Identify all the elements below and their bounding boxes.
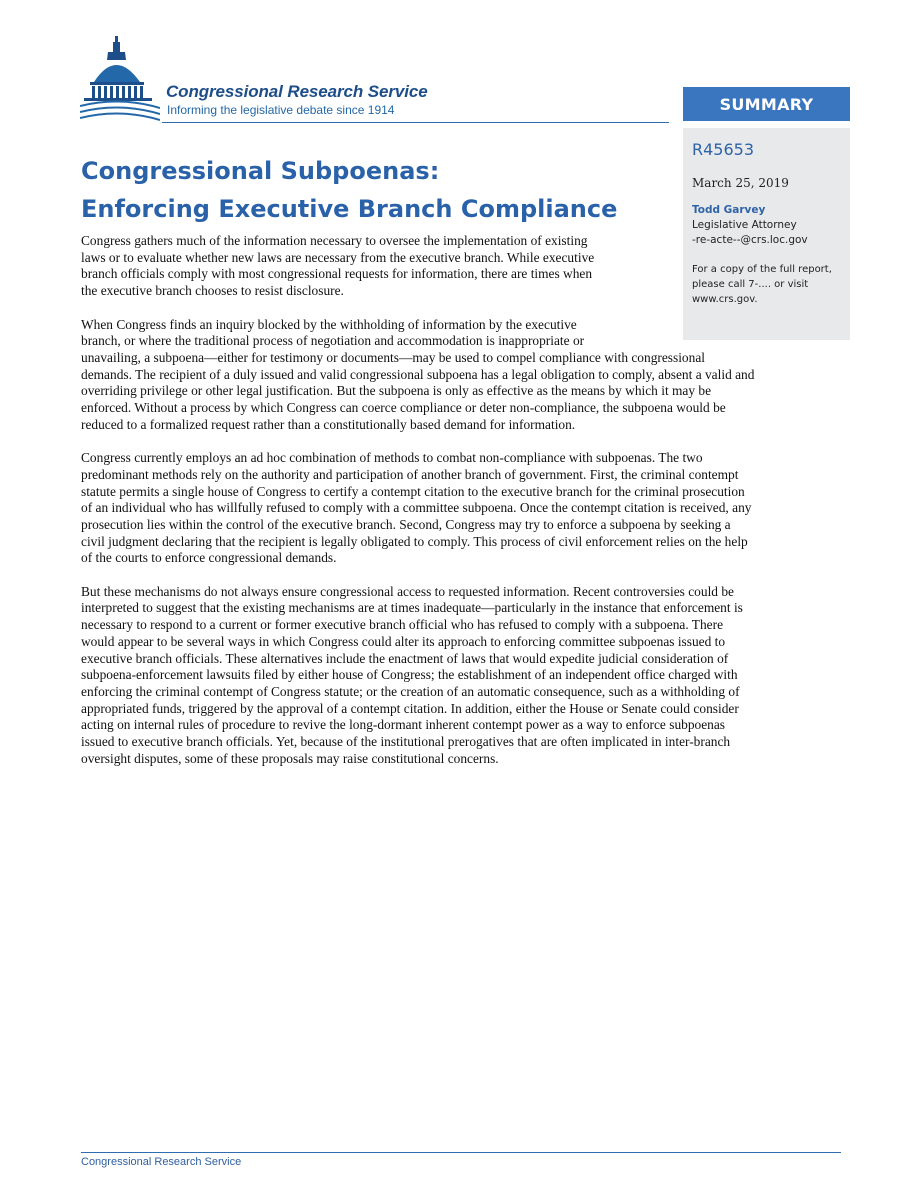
paragraph-line: issued to executive branch officials. Yet, because of the institutional prerogatives that are often implicated in inter-branch [81, 734, 731, 750]
footer-divider [81, 1152, 841, 1153]
paragraph-line: laws or to evaluate whether new laws are necessary from the executive branch. While executive [81, 249, 595, 265]
body-paragraph [81, 233, 754, 300]
summary-body [81, 233, 754, 784]
author-email[interactable]: -re-acte--@crs.loc.gov [692, 234, 808, 246]
paragraph-line: Congress currently employs an ad hoc combination of methods to combat non-compliance with subpoenas. The two [81, 450, 703, 466]
paragraph-line: of an individual who has willfully refused to comply with a committee subpoena. Once the contempt citation is received, any [81, 500, 752, 516]
summary-label: SUMMARY [683, 87, 850, 121]
paragraph-line: the executive branch chooses to resist disclosure. [81, 283, 344, 299]
body-paragraph [81, 317, 754, 434]
author-name: Todd Garvey [692, 204, 766, 216]
paragraph-line: interpreted to suggest that the existing mechanisms are at times inadequate—particularly in the instance that enforcement is [81, 600, 743, 616]
paragraph-line: branch officials comply with most congressional requests for information, there are times when [81, 266, 593, 282]
paragraph-line: predominant methods rely on the authority and participation of another branch of government. First, the criminal contempt [81, 466, 739, 482]
paragraph-line: unavailing, a subpoena—either for testimony or documents—may be used to compel compliance with congressional [81, 349, 705, 365]
paragraph-line: prosecution lies within the control of the executive branch. Second, Congress may try to enforce a subpoena by seeking a [81, 516, 731, 532]
paragraph-line: of the courts to enforce congressional demands. [81, 550, 337, 566]
report-date: March 25, 2019 [692, 176, 789, 190]
paragraph-line: civil judgment declaring that the recipient is legally obligated to comply. This process of civil enforcement relies on the help [81, 533, 748, 549]
paragraph-line: oversight disputes, some of these proposals may raise constitutional concerns. [81, 750, 499, 766]
paragraph-line: overriding privilege or other legal justification. But the subpoena is only as effective as the means by which it may be [81, 383, 712, 399]
paragraph-line: branch, or where the traditional process of negotiation and accommodation is inappropriate or [81, 333, 585, 349]
paragraph-line: subpoena-enforcement lawsuits filed by either house of Congress; the establishment of an independent office charged with [81, 667, 738, 683]
paragraph-line: Congress gathers much of the information necessary to oversee the implementation of existing [81, 233, 588, 248]
paragraph-line: appropriated funds, triggered by the approval of a contempt citation. In addition, either the House or Senate could consider [81, 700, 739, 716]
header-divider [162, 122, 669, 123]
paragraph-line: When Congress finds an inquiry blocked by the withholding of information by the executive [81, 316, 577, 332]
paragraph-line: But these mechanisms do not always ensure congressional access to requested information. Recent controversies could be [81, 583, 734, 599]
capitol-dome-icon [80, 36, 160, 122]
org-tagline: Informing the legislative debate since 1914 [167, 103, 395, 117]
paragraph-line: demands. The recipient of a duly issued and valid congressional subpoena has a legal obligation to comply, absent a valid and [81, 366, 755, 382]
paragraph-line: necessary to respond to a current or former executive branch official who has refused to comply with a subpoena. There [81, 617, 724, 633]
paragraph-line: enforcing the criminal contempt of Congress statute; or the creation of an automatic consequence, such as a withholding of [81, 683, 740, 699]
paragraph-line: acting on internal rules of procedure to revive the long-dormant inherent contempt power as a way to enforce subpoenas [81, 717, 726, 733]
body-paragraph [81, 450, 754, 567]
body-paragraph [81, 584, 754, 768]
paragraph-line: enforced. Without a process by which Congress can coerce compliance or deter non-compliance, the subpoena would be [81, 400, 726, 416]
org-name: Congressional Research Service [166, 82, 428, 101]
paragraph-line: reduced to a formalized request rather than a constitutionally based demand for information. [81, 416, 576, 432]
footer-org-name: Congressional Research Service [81, 1156, 242, 1168]
copy-note: For a copy of the full report, please call 7-.... or visit www.crs.gov. [692, 264, 832, 305]
crs-logo [80, 36, 480, 122]
report-title [81, 152, 617, 228]
author-title: Legislative Attorney [692, 219, 797, 231]
title-line: Congressional Subpoenas: [81, 157, 440, 185]
paragraph-line: statute permits a single house of Congress to certify a contempt citation to the executive branch for the criminal prosecution [81, 483, 745, 499]
report-number: R45653 [692, 140, 755, 159]
title-line: Enforcing Executive Branch Compliance [81, 195, 618, 223]
paragraph-line: would appear to be several ways in which Congress could alter its approach to enforcing committee subpoenas issued to [81, 633, 726, 649]
paragraph-line: executive branch officials. These alternatives include the enactment of laws that would expedite judicial consideration of [81, 650, 729, 666]
